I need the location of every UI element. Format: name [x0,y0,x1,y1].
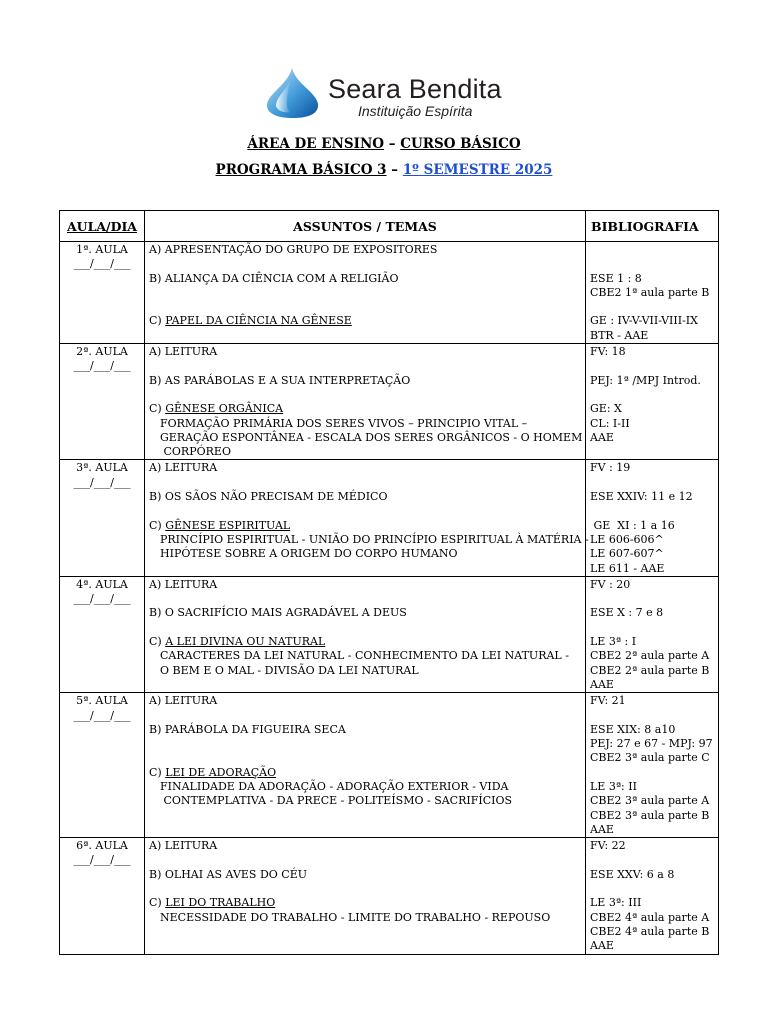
table-body [60,242,719,955]
bibliography-line: FV : 20 [590,577,631,591]
header-aula-label: AULA/DIA [66,218,138,234]
topic-subline: CARACTERES DA LEI NATURAL - CONHECIMENTO DA LEI NATURAL - [160,649,569,663]
bibliography-cell [586,242,719,344]
topic-line [149,592,585,606]
bibliography-line: CBE2 2ª aula parte B [590,663,710,677]
aula-cell [60,344,145,460]
bibliography-line: AAE [590,939,614,953]
topic-text: B) OLHAI AS AVES DO CÉU [149,867,308,881]
topic-text: A) LEITURA [149,694,218,708]
topic-subline: GERAÇÃO ESPONTÂNEA - ESCALA DOS SERES ORGÂNICOS - O HOMEM [160,430,583,444]
bibliography-line: LE 3ª: III [590,896,642,910]
bibliography-line [590,853,718,867]
header-bibliografia [586,211,719,242]
topic-subline: CORPÓREO [160,445,231,459]
header-assuntos-label: ASSUNTOS / TEMAS [293,218,437,234]
topic-line [149,359,585,373]
semester-label: 1º SEMESTRE 2025 [402,162,553,178]
bibliography-cell [586,838,719,954]
topic-line [149,314,585,328]
aula-date[interactable]: ___/___/___ [73,475,131,489]
bibliography-cell [586,344,719,460]
topic-line [149,243,585,257]
bibliography-line: GE : IV-V-VII-VIII-IX [590,314,698,328]
bibliography-line [590,882,718,896]
bibliography-line [590,504,718,518]
topic-subline: PRINCÍPIO ESPIRITUAL - UNIÃO DO PRINCÍPIO ESPIRITUAL À MATÉRIA - [160,532,589,546]
topic-text: C) [149,402,166,416]
bibliography-line: CBE2 3ª aula parte A [590,794,710,808]
topic-line [149,286,585,300]
title-separator: – [384,136,401,152]
topic-line [149,766,585,780]
header-bibliografia-label: BIBLIOGRAFIA [591,218,699,234]
bibliography-line: ESE 1 : 8 [590,271,642,285]
topic-c-title: LEI DO TRABALHO [165,896,276,910]
aula-cell [60,693,145,838]
water-drop-icon [266,66,322,122]
header-aula [60,211,145,242]
topic-line [149,272,585,286]
topic-subline: FORMAÇÃO PRIMÁRIA DOS SERES VIVOS – PRINCIPIO VITAL – [160,416,528,430]
bibliography-line: LE 607-607^ [590,547,664,561]
topic-line [149,694,585,708]
topic-line [149,709,585,723]
aula-date[interactable]: ___/___/___ [73,257,131,271]
topic-line [149,490,585,504]
topic-c-title: GÊNESE ORGÂNICA [165,402,284,416]
topic-text: A) LEITURA [149,577,218,591]
topics-cell [145,344,586,460]
bibliography-cell [586,693,719,838]
program-title [0,162,768,178]
topic-text: B) OS SÃOS NÃO PRECISAM DE MÉDICO [149,490,388,504]
page-title [0,136,768,152]
bibliography-line: CBE2 4ª aula parte B [590,924,710,938]
topic-text: A) LEITURA [149,839,218,853]
topic-line [149,882,585,896]
bibliography-line: CL: I-II [590,416,630,430]
topic-c-title: PAPEL DA CIÊNCIA NA GÊNESE [165,314,352,328]
bibliography-line: CBE2 3ª aula parte C [590,751,710,765]
topic-text: B) PARÁBOLA DA FIGUEIRA SECA [149,722,346,736]
topic-line [149,723,585,737]
logo-name: Seara Bendita [328,74,502,104]
topic-line [149,461,585,475]
topic-c-title: GÊNESE ESPIRITUAL [165,518,291,532]
bibliography-cell [586,576,719,692]
table-row [60,344,719,460]
topic-c-title: A LEI DIVINA OU NATURAL [165,635,326,649]
table-row [60,838,719,954]
aula-date[interactable]: ___/___/___ [73,853,131,867]
topic-line [149,896,585,910]
topic-line [149,751,585,765]
bibliography-line [590,476,718,490]
topic-line [149,635,585,649]
aula-date[interactable]: ___/___/___ [73,359,131,373]
bibliography-line: BTR - AAE [590,328,649,342]
topics-cell [145,242,586,344]
topic-line [149,737,585,751]
aula-label: 4ª. AULA [76,577,128,591]
table-header-row [60,211,719,242]
topic-line [149,519,585,533]
topic-subline: CONTEMPLATIVA - DA PRECE - POLITEÍSMO - SACRIFÍCIOS [160,794,513,808]
aula-label: 6ª. AULA [76,839,128,853]
topic-line [149,476,585,490]
topic-line [149,402,585,416]
bibliography-line [590,257,718,271]
bibliography-line [590,300,718,314]
aula-label: 5ª. AULA [76,694,128,708]
bibliography-line [590,359,718,373]
logo-subtitle: Instituição Espírita [358,103,473,119]
topic-line [149,504,585,518]
table-row [60,460,719,576]
aula-date[interactable]: ___/___/___ [73,708,131,722]
bibliography-line: CBE2 2ª aula parte A [590,649,710,663]
aula-cell [60,460,145,576]
bibliography-line: ESE X : 7 e 8 [590,606,664,620]
bibliography-line: ESE XXIV: 11 e 12 [590,490,693,504]
topic-text: C) [149,518,166,532]
topics-cell [145,460,589,576]
bibliography-line [590,388,718,402]
topic-line [149,578,585,592]
bibliography-line: CBE2 4ª aula parte A [590,910,710,924]
topic-subline: NECESSIDADE DO TRABALHO - LIMITE DO TRABALHO - REPOUSO [160,910,551,924]
aula-cell [60,576,145,692]
aula-cell [60,242,145,344]
bibliography-line [590,766,718,780]
topic-text: C) [149,314,166,328]
topic-text: A) LEITURA [149,345,218,359]
topic-line [149,621,585,635]
aula-label: 1ª. AULA [76,243,128,256]
bibliography-line: LE 3ª: II [590,779,637,793]
bibliography-line [590,243,718,257]
topic-line [149,374,585,388]
program-name: PROGRAMA BÁSICO 3 [215,162,387,178]
topics-cell [145,576,586,692]
bibliography-line: ESE XXV: 6 a 8 [590,867,675,881]
topic-line [149,853,585,867]
header-assuntos [145,211,586,242]
topic-line [149,300,585,314]
topic-text: A) LEITURA [149,461,218,475]
bibliography-line: GE: X [590,402,622,416]
topic-line [149,388,585,402]
topic-subline: HIPÓTESE SOBRE A ORIGEM DO CORPO HUMANO [160,547,458,561]
topic-subline: FINALIDADE DA ADORAÇÃO - ADORAÇÃO EXTERIOR - VIDA [160,779,509,793]
aula-label: 2ª. AULA [76,345,128,359]
bibliography-line: AAE [590,430,614,444]
title-area: ÁREA DE ENSINO [247,136,385,152]
topic-text: C) [149,635,166,649]
topic-c-title: LEI DE ADORAÇÃO [165,765,277,779]
topic-line [149,606,585,620]
bibliography-line: LE 3ª : I [590,635,637,649]
bibliography-line: GE XI : 1 a 16 [590,518,675,532]
bibliography-line: LE 606-606^ [590,532,664,546]
topics-cell [145,693,586,838]
bibliography-line [590,592,718,606]
schedule-table [59,210,719,955]
aula-cell [60,838,145,954]
topic-subline: O BEM E O MAL - DIVISÃO DA LEI NATURAL [160,663,419,677]
topic-text: A) APRESENTAÇÃO DO GRUPO DE EXPOSITORES [149,243,438,256]
topic-line [149,345,585,359]
bibliography-line: AAE [590,822,614,836]
topic-text: B) ALIANÇA DA CIÊNCIA COM A RELIGIÃO [149,271,399,285]
topic-line [149,257,585,271]
bibliography-line: AAE [590,677,614,691]
bibliography-line: PEJ: 27 e 67 - MPJ: 97 [590,737,713,751]
program-separator: – [386,162,403,178]
topic-text: C) [149,765,166,779]
bibliography-line: FV: 21 [590,694,626,708]
bibliography-line: CBE2 3ª aula parte B [590,808,710,822]
title-course: CURSO BÁSICO [400,136,521,152]
aula-label: 3ª. AULA [76,461,128,475]
topic-line [149,839,585,853]
bibliography-line: PEJ: 1ª /MPJ Introd. [590,373,701,387]
topic-text: C) [149,896,166,910]
topic-text: B) O SACRIFÍCIO MAIS AGRADÁVEL A DEUS [149,606,407,620]
logo [266,66,511,122]
bibliography-line: LE 611 - AAE [590,561,665,575]
bibliography-line: FV : 19 [590,461,631,475]
bibliography-cell [586,460,719,576]
topic-line [149,868,585,882]
table-row [60,242,719,344]
aula-date[interactable]: ___/___/___ [73,592,131,606]
bibliography-line: CBE2 1ª aula parte B [590,285,710,299]
table-row [60,693,719,838]
bibliography-line: FV: 22 [590,839,626,853]
bibliography-line: ESE XIX: 8 a10 [590,722,676,736]
table-row [60,576,719,692]
bibliography-line: FV: 18 [590,345,626,359]
topic-text: B) AS PARÁBOLAS E A SUA INTERPRETAÇÃO [149,373,411,387]
topics-cell [145,838,586,954]
bibliography-line [590,621,718,635]
bibliography-line [590,709,718,723]
